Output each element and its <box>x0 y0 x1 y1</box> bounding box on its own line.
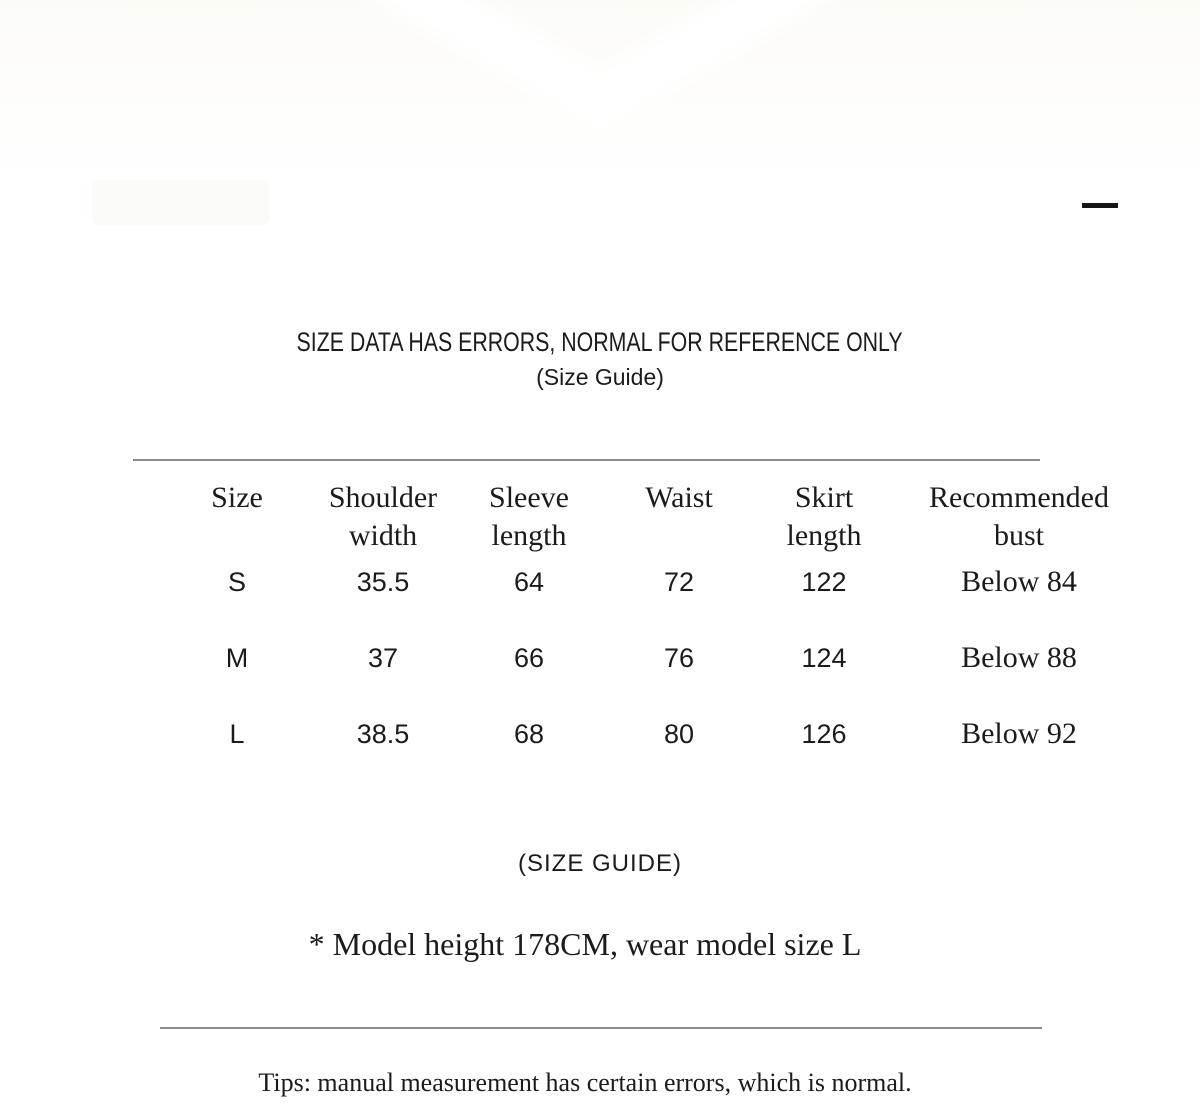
cell-skirt-length-s: 122 <box>801 567 847 597</box>
notice-subheading: (Size Guide) <box>536 364 664 390</box>
size-guide-caption: (SIZE GUIDE) <box>517 850 682 877</box>
cell-recommended-bust-l: Below 92 <box>961 717 1077 750</box>
cell-size-s: S <box>227 567 247 597</box>
header-line: Skirt <box>794 481 854 514</box>
column-header-size <box>211 479 263 517</box>
column-header-waist <box>645 479 713 517</box>
cell-waist-s: 72 <box>663 567 695 597</box>
garment-photo-remnant <box>0 0 1200 210</box>
notice-heading-text: SIZE DATA HAS ERRORS, NORMAL FOR REFERENCE ONLY <box>296 327 904 357</box>
header-line: Waist <box>645 481 713 514</box>
cell-sleeve-length-s: 64 <box>513 567 545 597</box>
cell-skirt-length-m: 124 <box>801 643 847 673</box>
dash-icon <box>1082 203 1118 208</box>
cell-shoulder-width-s: 35.5 <box>356 567 410 597</box>
cell-waist-l: 80 <box>663 719 695 749</box>
notice-heading <box>0 327 1200 357</box>
header-line: length <box>786 519 862 552</box>
header-line: bust <box>993 519 1045 552</box>
header-line: Size <box>211 481 263 514</box>
column-header-skirt-length <box>787 479 862 555</box>
header-line: Sleeve <box>489 481 569 514</box>
table-top-rule <box>133 459 1040 461</box>
header-line: Shoulder <box>328 481 438 514</box>
cell-skirt-length-l: 126 <box>801 719 847 749</box>
cell-size-m: M <box>225 643 249 673</box>
cell-shoulder-width-m: 37 <box>367 643 399 673</box>
cell-recommended-bust-s: Below 84 <box>961 565 1077 598</box>
cell-waist-m: 76 <box>663 643 695 673</box>
cell-sleeve-length-l: 68 <box>513 719 545 749</box>
cell-size-l: L <box>229 719 245 749</box>
header-line: width <box>348 519 418 552</box>
tips-note: Tips: manual measurement has certain errors, which is normal. <box>258 1068 912 1097</box>
cell-sleeve-length-m: 66 <box>513 643 545 673</box>
column-header-shoulder-width <box>329 479 437 555</box>
cell-shoulder-width-l: 38.5 <box>356 719 410 749</box>
model-note: * Model height 178CM, wear model size L <box>308 926 862 962</box>
faded-label-remnant <box>92 180 269 226</box>
cell-recommended-bust-m: Below 88 <box>961 641 1077 674</box>
column-header-recommended-bust <box>929 479 1109 555</box>
table-bottom-rule <box>160 1027 1042 1029</box>
column-header-sleeve-length <box>489 479 569 555</box>
header-line: length <box>491 519 567 552</box>
header-line: Recommended <box>929 481 1109 514</box>
